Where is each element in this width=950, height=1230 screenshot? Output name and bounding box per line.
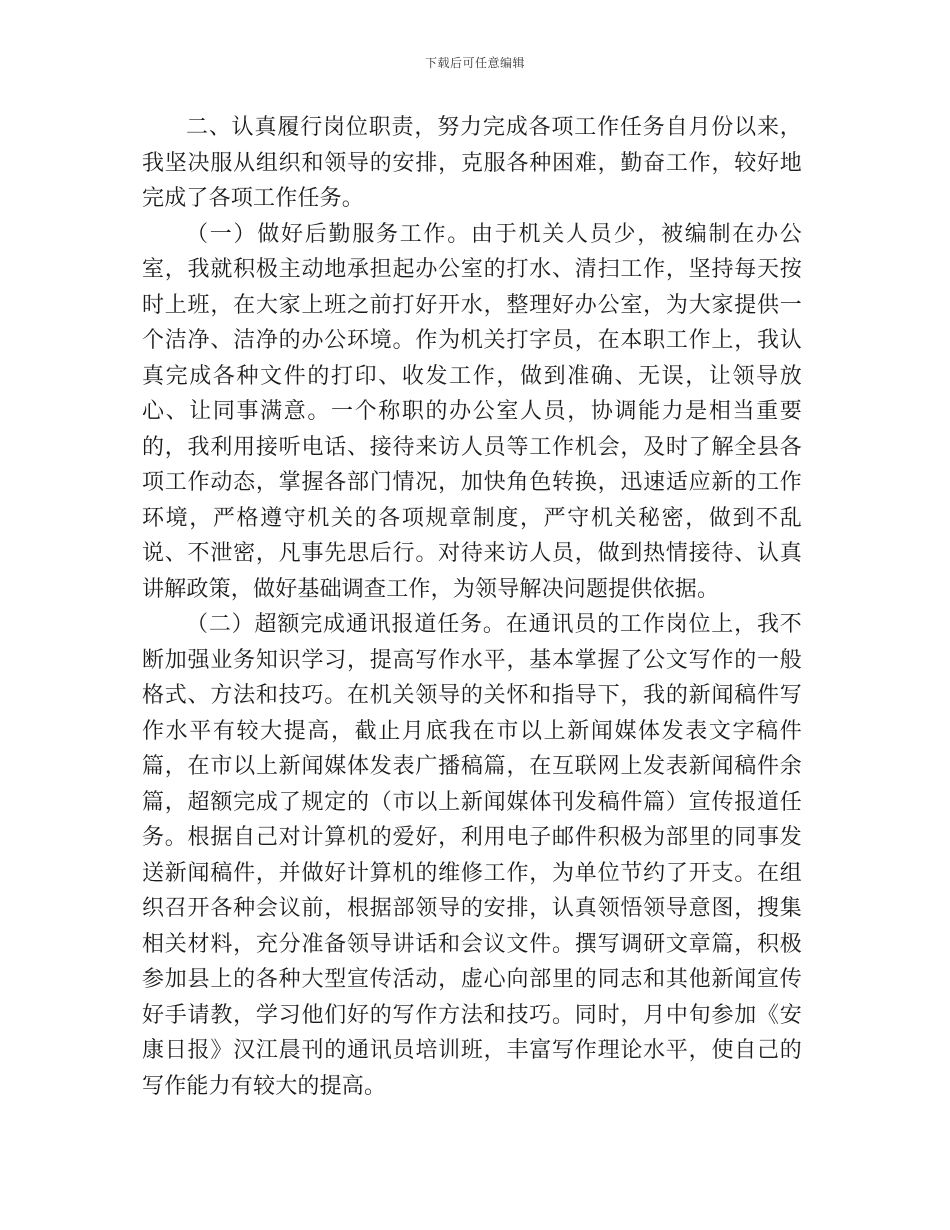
document-body — [142, 110, 802, 1104]
paragraph-news-reporting: （二）超额完成通讯报道任务。在通讯员的工作岗位上，我不断加强业务知识学习，提高写作水平，基本掌握了公文写作的一般格式、方法和技巧。在机关领导的关怀和指导下，我的新闻稿件写作水平有较大提高，截止月底我在市以上新闻媒体发表文字稿件篇，在市以上新闻媒体发表广播稿篇，在互联网上发表新闻稿件余篇，超额完成了规定的（市以上新闻媒体刊发稿件篇）宣传报道任务。根据自己对计算机的爱好，利用电子邮件积极为部里的同事发送新闻稿件，并做好计算机的维修工作，为单位节约了开支。在组织召开各种会议前，根据部领导的安排，认真领悟领导意图，搜集相关材料，充分准备领导讲话和会议文件。撰写调研文章篇，积极参加县上的各种大型宣传活动，虚心向部里的同志和其他新闻宣传好手请教，学习他们好的写作方法和技巧。同时，月中旬参加《安康日报》汉江晨刊的通讯员培训班，丰富写作理论水平，使自己的写作能力有较大的提高。 — [142, 612, 802, 1099]
paragraph-logistics-service: （一）做好后勤服务工作。由于机关人员少，被编制在办公室，我就积极主动地承担起办公室的打水、清扫工作，坚持每天按时上班，在大家上班之前打好开水，整理好办公室，为大家提供一个洁净、洁净的办公环境。作为机关打字员，在本职工作上，我认真完成各种文件的打印、收发工作，做到准确、无误，让领导放心、让同事满意。一个称职的办公室人员，协调能力是相当重要的，我利用接听电话、接待来访人员等工作机会，及时了解全县各项工作动态，掌握各部门情况，加快角色转换，迅速适应新的工作环境，严格遵守机关的各项规章制度，严守机关秘密，做到不乱说、不泄密，凡事先思后行。对待来访人员，做到热情接待、认真讲解政策，做好基础调查工作，为领导解决问题提供依据。 — [142, 221, 802, 602]
paragraph-duties-intro: 二、认真履行岗位职责，努力完成各项工作任务自月份以来，我坚决服从组织和领导的安排，克服各种困难，勤奋工作，较好地完成了各项工作任务。 — [142, 115, 802, 211]
header-note: 下载后可任意编辑 — [424, 56, 525, 70]
